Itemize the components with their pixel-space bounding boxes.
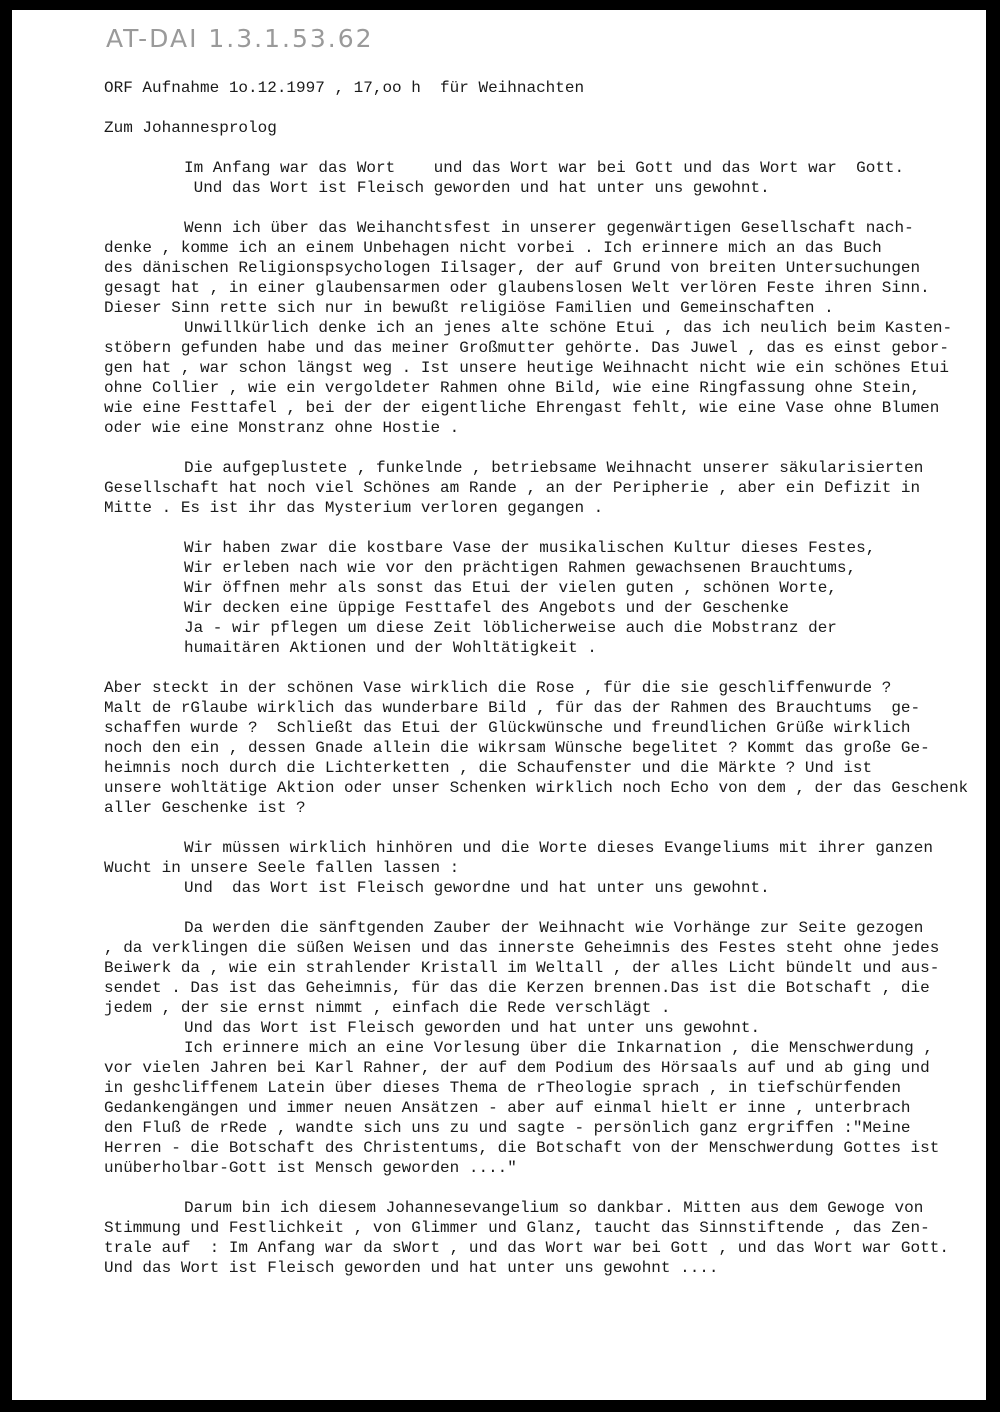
- text-line: Wir müssen wirklich hinhören und die Worte dieses Evangeliums mit ihrer ganzen: [184, 839, 933, 857]
- text-line: heimnis noch durch die Lichterketten , die Schaufenster und die Märkte ? Und ist: [104, 759, 873, 777]
- text-line: trale auf : Im Anfang war da sWort , und das Wort war bei Gott , und das Wort war Gott.: [104, 1239, 949, 1257]
- text-line: Gedankengängen und immer neuen Ansätzen - aber auf einmal hielt er inne , unterbrach: [104, 1099, 911, 1117]
- paragraph-gap: [104, 1178, 966, 1198]
- text-line: Unwillkürlich denke ich an jenes alte schöne Etui , das ich neulich beim Kasten-: [184, 319, 953, 337]
- text-line: jedem , der sie ernst nimmt , einfach die Rede verschlägt .: [104, 999, 671, 1017]
- text-line: ORF Aufnahme 1o.12.1997 , 17,oo h für Weihnachten: [104, 79, 585, 97]
- text-line: Wenn ich über das Weihanchtsfest in unserer gegenwärtigen Gesellschaft nach-: [184, 219, 914, 237]
- text-line: Und das Wort ist Fleisch geworden und hat unter uns gewohnt ....: [104, 1259, 719, 1277]
- text-line: Im Anfang war das Wort und das Wort war bei Gott und das Wort war Gott.: [184, 159, 905, 177]
- text-line: Und das Wort ist Fleisch gewordne und hat unter uns gewohnt.: [184, 879, 770, 897]
- text-line: stöbern gefunden habe und das meiner Großmutter gehörte. Das Juwel , das es einst gebor-: [104, 339, 949, 357]
- text-line: Wir öffnen mehr als sonst das Etui der vielen guten , schönen Worte,: [184, 579, 837, 597]
- text-line: Mitte . Es ist ihr das Mysterium verloren gegangen .: [104, 499, 604, 517]
- paragraph-gap: [104, 198, 966, 218]
- text-line: sendet . Das ist das Geheimnis, für das die Kerzen brennen.Das ist die Botschaft , die: [104, 979, 930, 997]
- typed-text-body: [104, 78, 969, 1278]
- text-line: Gesellschaft hat noch viel Schönes am Rande , an der Peripherie , aber ein Defizit in: [104, 479, 921, 497]
- text-line: Ja - wir pflegen um diese Zeit löblicherweise auch die Mobstranz der: [184, 619, 837, 637]
- text-line: unüberholbar-Gott ist Mensch geworden ....": [104, 1159, 517, 1177]
- text-line: oder wie eine Monstranz ohne Hostie .: [104, 419, 460, 437]
- paragraph-gap: [104, 518, 966, 538]
- text-line: unsere wohltätige Aktion oder unser Schenken wirklich noch Echo von dem , der das Geschenk: [104, 779, 969, 797]
- text-line: Dieser Sinn rette sich nur in bewußt religiöse Familien und Gemeinschaften .: [104, 299, 834, 317]
- paragraph-gap: [104, 138, 966, 158]
- text-line: Wucht in unsere Seele fallen lassen :: [104, 859, 460, 877]
- text-line: Wir haben zwar die kostbare Vase der musikalischen Kultur dieses Festes,: [184, 539, 876, 557]
- text-line: Zum Johannesprolog: [104, 119, 277, 137]
- text-line: , da verklingen die süßen Weisen und das innerste Geheimnis des Festes steht ohne jedes: [104, 939, 940, 957]
- text-line: Aber steckt in der schönen Vase wirklich die Rose , für die sie geschliffenwurde ?: [104, 679, 892, 697]
- text-line: den Fluß de rRede , wandte sich uns zu und sagte - persönlich ganz ergriffen :"Meine: [104, 1119, 911, 1137]
- text-line: Wir decken eine üppige Festtafel des Angebots und der Geschenke: [184, 599, 789, 617]
- text-line: wie eine Festtafel , bei der der eigentliche Ehrengast fehlt, wie eine Vase ohne Blumen: [104, 399, 940, 417]
- text-line: Malt de rGlaube wirklich das wunderbare Bild , für das der Rahmen des Brauchtums ge-: [104, 699, 921, 717]
- text-line: aller Geschenke ist ?: [104, 799, 306, 817]
- text-line: in geshcliffenem Latein über dieses Thema de rTheologie sprach , in tiefschürfenden: [104, 1079, 901, 1097]
- document-page: [12, 10, 986, 1400]
- text-line: gesagt hat , in einer glaubensarmen oder glaubenslosen Welt verlören Feste ihren Sinn.: [104, 279, 930, 297]
- text-line: Wir erleben nach wie vor den prächtigen Rahmen gewachsenen Brauchtums,: [184, 559, 857, 577]
- text-line: schaffen wurde ? Schließt das Etui der Glückwünsche und freundlichen Grüße wirklich: [104, 719, 911, 737]
- text-line: noch den ein , dessen Gnade allein die wikrsam Wünsche begelitet ? Kommt das große Ge-: [104, 739, 930, 757]
- text-line: Herren - die Botschaft des Christentums, die Botschaft von der Menschwerdung Gottes ist: [104, 1139, 940, 1157]
- text-line: Ich erinnere mich an eine Vorlesung über die Inkarnation , die Menschwerdung ,: [184, 1039, 933, 1057]
- text-line: humaitären Aktionen und der Wohltätigkeit .: [184, 639, 597, 657]
- paragraph-gap: [104, 98, 966, 118]
- paragraph-gap: [104, 438, 966, 458]
- text-line: ohne Collier , wie ein vergoldeter Rahmen ohne Bild, wie eine Ringfassung ohne Stein,: [104, 379, 921, 397]
- archive-signature: AT-DAI 1.3.1.53.62: [106, 24, 374, 53]
- text-line: Die aufgeplustete , funkelnde , betriebsame Weihnacht unserer säkularisierten: [184, 459, 924, 477]
- paragraph-gap: [104, 898, 966, 918]
- text-line: Und das Wort ist Fleisch geworden und hat unter uns gewohnt.: [184, 179, 770, 197]
- text-line: des dänischen Religionspsychologen Iilsager, der auf Grund von breiten Untersuchungen: [104, 259, 921, 277]
- text-line: Darum bin ich diesem Johannesevangelium so dankbar. Mitten aus dem Gewoge von: [184, 1199, 924, 1217]
- text-line: Da werden die sänftgenden Zauber der Weihnacht wie Vorhänge zur Seite gezogen: [184, 919, 924, 937]
- text-line: Beiwerk da , wie ein strahlender Kristall im Weltall , der alles Licht bündelt und aus-: [104, 959, 940, 977]
- text-line: denke , komme ich an einem Unbehagen nicht vorbei . Ich erinnere mich an das Buch: [104, 239, 882, 257]
- paragraph-gap: [104, 818, 966, 838]
- paragraph-gap: [104, 658, 966, 678]
- text-line: Stimmung und Festlichkeit , von Glimmer und Glanz, taucht das Sinnstiftende , das Zen-: [104, 1219, 930, 1237]
- text-line: gen hat , war schon längst weg . Ist unsere heutige Weihnacht nicht wie ein schönes Etui: [104, 359, 949, 377]
- text-line: vor vielen Jahren bei Karl Rahner, der auf dem Podium des Hörsaals auf und ab ging und: [104, 1059, 930, 1077]
- text-line: Und das Wort ist Fleisch geworden und hat unter uns gewohnt.: [184, 1019, 761, 1037]
